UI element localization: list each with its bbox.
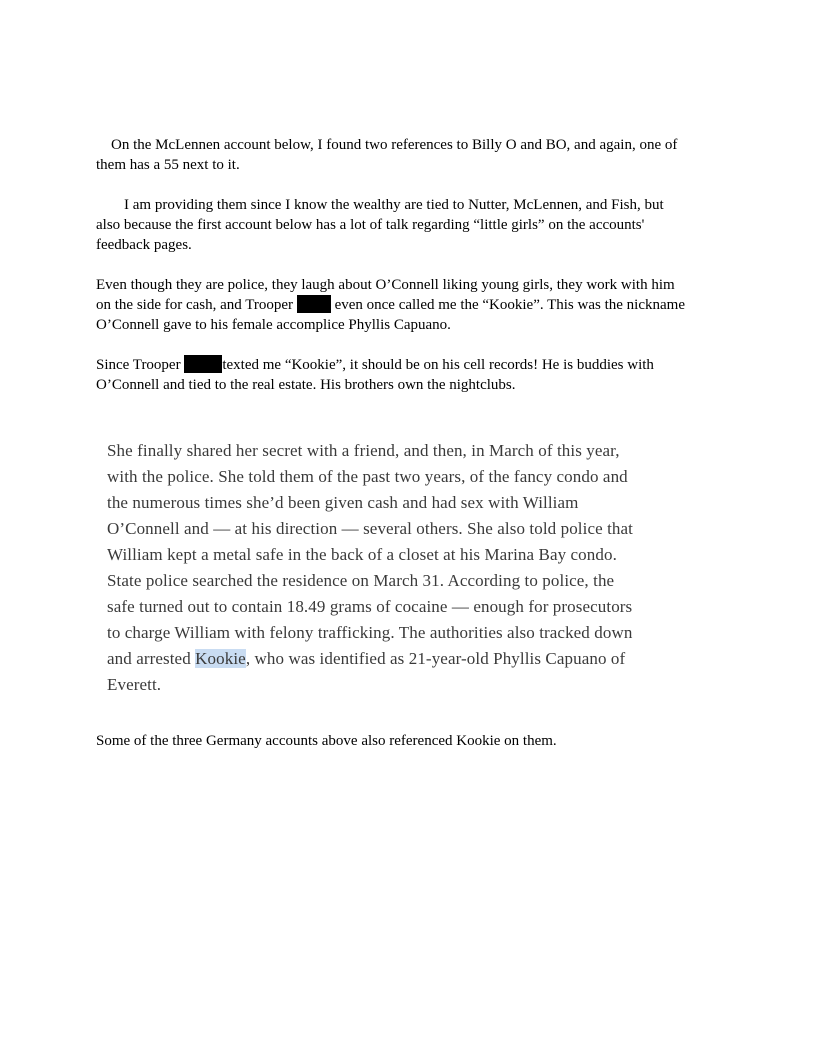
text-line: I am providing them since I know the wealthy are tied to Nutter, McLennen, and Fish, but — [124, 197, 664, 213]
text-segment: even once called me the “Kookie”. This was the nickname — [330, 297, 685, 313]
quote-line: Everett. — [107, 675, 162, 694]
text-segment: , who was identified as 21-year-old Phyllis Capuano of — [245, 649, 626, 668]
quote-line: She finally shared her secret with a friend, and then, in March of this year, — [107, 441, 620, 460]
quote-line: safe turned out to contain 18.49 grams of cocaine — enough for prosecutors — [107, 597, 633, 616]
redaction-block — [297, 295, 331, 313]
text-line: O’Connell and tied to the real estate. His brothers own the nightclubs. — [96, 377, 516, 393]
quote-line: the numerous times she’d been given cash and had sex with William — [107, 493, 579, 512]
quote-line: to charge William with felony trafficking. The authorities also tracked down — [107, 623, 633, 642]
text-line: O’Connell gave to his female accomplice Phyllis Capuano. — [96, 317, 451, 333]
text-segment: on the side for cash, and Trooper — [96, 297, 297, 313]
text-line — [96, 355, 654, 375]
quote-line: O’Connell and — at his direction — several others. She also told police that — [107, 519, 633, 538]
text-line — [96, 295, 685, 315]
quote-line: State police searched the residence on March 31. According to police, the — [107, 571, 615, 590]
quote-line: William kept a metal safe in the back of a closet at his Marina Bay condo. — [107, 545, 617, 564]
text-segment: and arrested — [107, 649, 196, 668]
text-line: Some of the three Germany accounts above also referenced Kookie on them. — [96, 733, 557, 749]
text-line: On the McLennen account below, I found two references to Billy O and BO, and again, one of — [111, 137, 678, 153]
text-segment: Since Trooper — [96, 357, 185, 373]
highlighted-kookie: Kookie — [195, 649, 246, 668]
text-line: also because the first account below has a lot of talk regarding “little girls” on the accounts' — [96, 217, 645, 233]
quote-line — [107, 646, 625, 672]
text-line: feedback pages. — [96, 237, 192, 253]
redaction-block — [184, 355, 222, 373]
text-line: them has a 55 next to it. — [96, 157, 240, 173]
quote-line: with the police. She told them of the past two years, of the fancy condo and — [107, 467, 628, 486]
text-segment: texted me “Kookie”, it should be on his cell records! He is buddies with — [222, 357, 654, 373]
text-line: Even though they are police, they laugh about O’Connell liking young girls, they work with him — [96, 277, 675, 293]
